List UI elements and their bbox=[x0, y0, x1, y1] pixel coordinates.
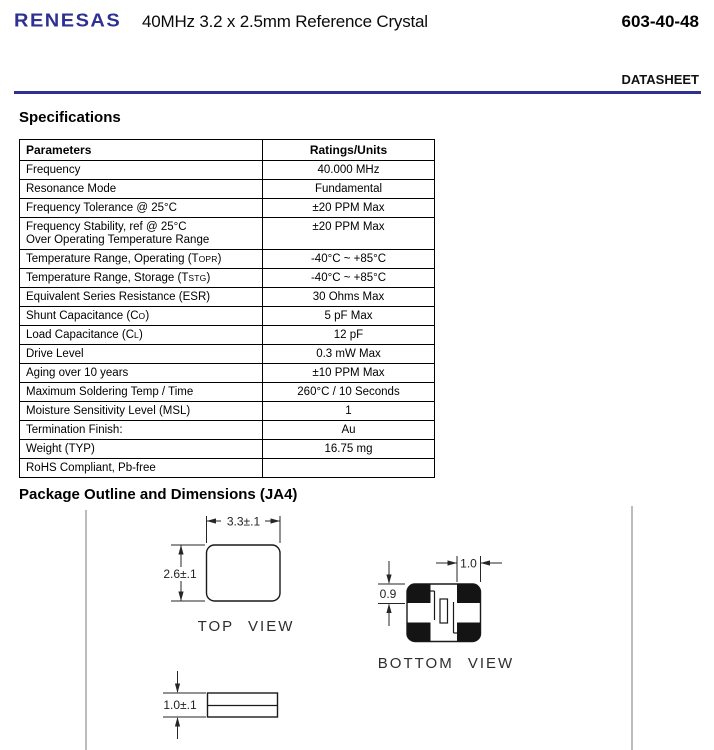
table-header-row bbox=[20, 140, 435, 161]
renesas-logo: RENESAS bbox=[14, 11, 122, 32]
table-row bbox=[20, 440, 435, 459]
parameter-cell: Frequency Tolerance @ 25°C bbox=[20, 199, 263, 218]
table-row bbox=[20, 383, 435, 402]
arrowhead-down bbox=[386, 575, 391, 585]
column-header-parameters: Parameters bbox=[20, 140, 263, 161]
parameter-cell: Shunt Capacitance (CO) bbox=[20, 307, 263, 326]
rating-cell: Au bbox=[263, 421, 435, 440]
bottom-view-pad-height-dimension: 0.9 bbox=[379, 587, 397, 601]
pad-bottom-left bbox=[407, 623, 431, 642]
rating-cell: ±20 PPM Max bbox=[263, 218, 435, 250]
parameter-cell: Drive Level bbox=[20, 345, 263, 364]
table-row bbox=[20, 326, 435, 345]
parameter-cell: Aging over 10 years bbox=[20, 364, 263, 383]
pad-top-right bbox=[457, 584, 481, 603]
top-view-body bbox=[207, 545, 281, 601]
pad-top-left bbox=[407, 584, 431, 603]
spec-table-body bbox=[20, 161, 435, 478]
part-number: 603-40-48 bbox=[621, 12, 699, 31]
table-row bbox=[20, 218, 435, 250]
parameter-cell: Weight (TYP) bbox=[20, 440, 263, 459]
table-row bbox=[20, 288, 435, 307]
parameter-cell: Frequency bbox=[20, 161, 263, 180]
crystal-body bbox=[440, 599, 448, 623]
table-row bbox=[20, 161, 435, 180]
top-view-label: TOP VIEW bbox=[197, 618, 295, 635]
bottom-view-drawing bbox=[378, 556, 514, 672]
arrowhead-left bbox=[481, 560, 491, 565]
rating-cell: -40°C ~ +85°C bbox=[263, 269, 435, 288]
top-view-height-dimension: 2.6±.1 bbox=[163, 567, 197, 581]
parameter-cell: RoHS Compliant, Pb-free bbox=[20, 459, 263, 478]
table-row bbox=[20, 269, 435, 288]
parameter-cell: Frequency Stability, ref @ 25°C Over Operating Temperature Range bbox=[20, 218, 263, 250]
table-row bbox=[20, 180, 435, 199]
rating-cell: ±20 PPM Max bbox=[263, 199, 435, 218]
arrowhead-right bbox=[448, 560, 458, 565]
rating-cell: 5 pF Max bbox=[263, 307, 435, 326]
rating-cell: 0.3 mW Max bbox=[263, 345, 435, 364]
rating-cell: 1 bbox=[263, 402, 435, 421]
arrowhead-left bbox=[207, 518, 217, 523]
rating-cell: -40°C ~ +85°C bbox=[263, 250, 435, 269]
side-view-thickness-dimension: 1.0±.1 bbox=[163, 698, 197, 712]
table-row bbox=[20, 250, 435, 269]
arrowhead-down bbox=[178, 592, 183, 602]
table-row bbox=[20, 345, 435, 364]
package-heading: Package Outline and Dimensions (JA4) bbox=[19, 486, 298, 503]
parameter-cell: Resonance Mode bbox=[20, 180, 263, 199]
arrowhead-up bbox=[386, 604, 391, 614]
column-header-ratings: Ratings/Units bbox=[263, 140, 435, 161]
rating-cell: 12 pF bbox=[263, 326, 435, 345]
parameter-cell: Temperature Range, Operating (TOPR) bbox=[20, 250, 263, 269]
table-row bbox=[20, 364, 435, 383]
table-row bbox=[20, 402, 435, 421]
header-rule bbox=[14, 91, 701, 94]
parameter-cell: Equivalent Series Resistance (ESR) bbox=[20, 288, 263, 307]
table-row bbox=[20, 307, 435, 326]
rating-cell bbox=[263, 459, 435, 478]
arrowhead-up bbox=[175, 717, 180, 727]
rating-cell: 40.000 MHz bbox=[263, 161, 435, 180]
arrowhead-down bbox=[175, 684, 180, 694]
bottom-view-pad-width-dimension: 1.0 bbox=[460, 556, 477, 571]
parameter-cell: Termination Finish: bbox=[20, 421, 263, 440]
table-row bbox=[20, 199, 435, 218]
rating-cell: 30 Ohms Max bbox=[263, 288, 435, 307]
table-row bbox=[20, 459, 435, 478]
specifications-table bbox=[19, 139, 435, 478]
parameter-cell: Moisture Sensitivity Level (MSL) bbox=[20, 402, 263, 421]
rating-cell: Fundamental bbox=[263, 180, 435, 199]
arrowhead-up bbox=[178, 545, 183, 555]
page-title: 40MHz 3.2 x 2.5mm Reference Crystal bbox=[142, 12, 428, 31]
rating-cell: 16.75 mg bbox=[263, 440, 435, 459]
side-view-drawing bbox=[163, 671, 278, 739]
arrowhead-right bbox=[271, 518, 281, 523]
bottom-view-label: BOTTOM VIEW bbox=[377, 655, 515, 672]
top-view-width-dimension: 3.3±.1 bbox=[226, 514, 261, 529]
rating-cell: 260°C / 10 Seconds bbox=[263, 383, 435, 402]
package-outline-drawing bbox=[0, 505, 714, 750]
parameter-cell: Load Capacitance (CL) bbox=[20, 326, 263, 345]
specifications-heading: Specifications bbox=[19, 109, 121, 126]
datasheet-label: DATASHEET bbox=[621, 72, 699, 87]
parameter-cell: Temperature Range, Storage (TSTG) bbox=[20, 269, 263, 288]
pad-bottom-right bbox=[457, 623, 481, 642]
table-row bbox=[20, 421, 435, 440]
parameter-cell: Maximum Soldering Temp / Time bbox=[20, 383, 263, 402]
top-view-drawing bbox=[157, 515, 294, 636]
rating-cell: ±10 PPM Max bbox=[263, 364, 435, 383]
